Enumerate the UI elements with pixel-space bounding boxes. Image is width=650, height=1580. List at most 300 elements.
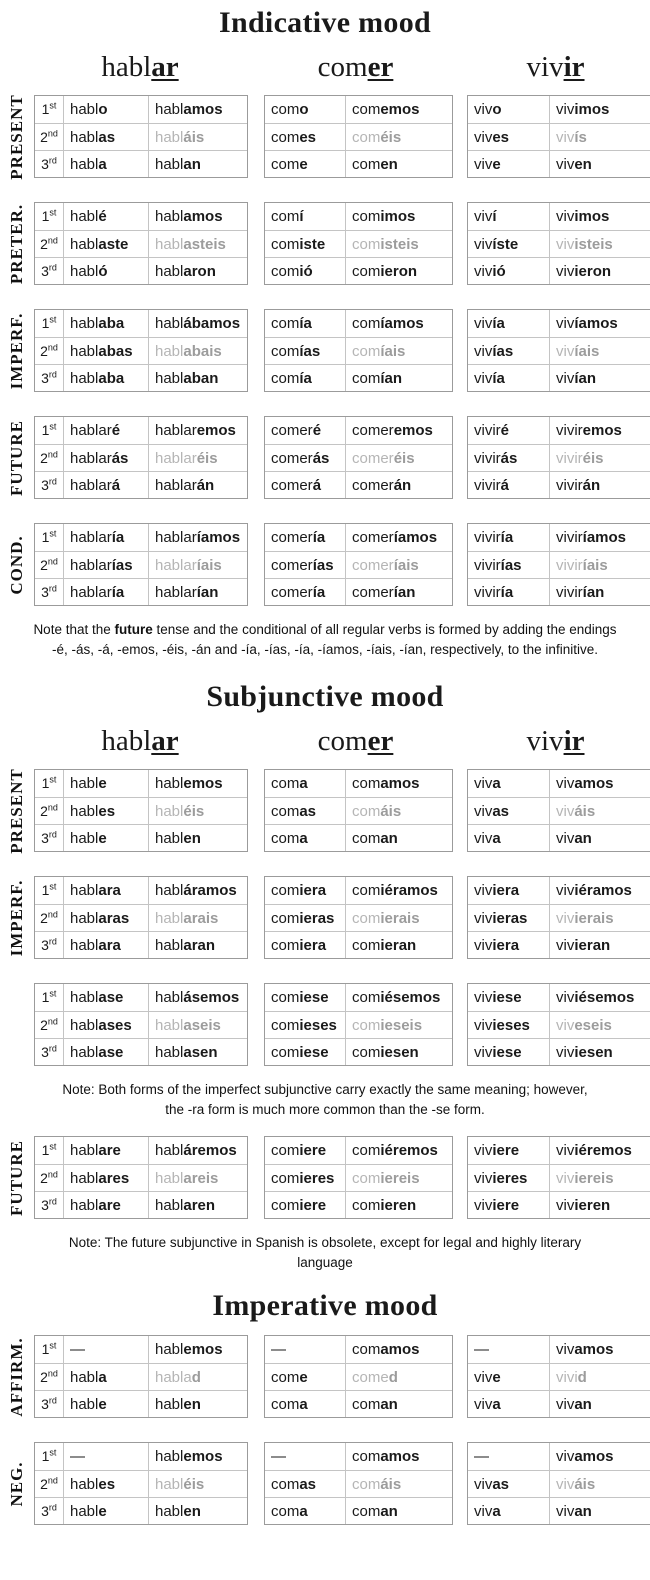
person-cell: 1st [41,1141,57,1158]
person-ordinal-suffix: nd [47,556,58,567]
conjugation-cell: hablare [63,1191,148,1218]
conjugation-cell: habláramos [148,877,247,904]
conjugation-table-vivir [467,1335,650,1418]
conjugation-cell: hablaron [148,257,247,284]
tense-label: FUTURE [7,419,26,496]
verb-header-vivir: vivir [526,51,585,83]
conjugation-cell: vivíamos [549,310,650,337]
conjugation-table-comer [264,1136,453,1219]
conjugation-cell: hablase [63,984,148,1011]
conjugation-cell: comáis [345,797,452,824]
conjugation-cell: coman [345,1390,452,1417]
conjugation-cell: viviréis [549,444,650,471]
conjugation-cell: hablan [148,150,247,177]
conjugation-cell: — [271,1448,286,1465]
conjugation-cell: viva [468,1497,549,1524]
tense-label-gutter [0,983,34,1066]
tense-label-gutter [0,523,34,606]
conjugation-table-vivir [467,202,650,285]
conjugation-cell: comiere [271,1142,327,1159]
conjugation-cell: hablaren [148,1191,247,1218]
conjugation-cell: vive [468,150,549,177]
mood-title: Indicative mood [218,6,431,39]
person-ordinal-suffix: st [49,528,57,539]
conjugation-cell: viva [468,1390,549,1417]
conjugation-cell: vivíais [549,337,650,364]
person-cell: 3rd [35,824,63,851]
tense-label: PRETER. [7,203,26,284]
conjugation-cell: hablara [63,877,148,904]
conjugation-cell: vivisteis [549,230,650,257]
conjugation-cell: comieran [345,931,452,958]
conjugation-cell: hable [63,1497,148,1524]
conjugation-cell: comería [271,529,326,546]
conjugation-table-hablar [34,95,248,178]
conjugation-cell: vivan [549,1497,650,1524]
conjugation-table-vivir [467,523,650,606]
conjugation-cell: hablabas [63,337,148,364]
conjugation-cell: viviere [468,1191,549,1218]
note-line: -é, -ás, -á, -emos, -éis, -án and -ía, -ías, -ía, -íamos, -íais, -ían, respectively, to the infinitive. [52,642,598,657]
person-ordinal-suffix: st [49,774,57,785]
tense-label-gutter [0,95,34,178]
verb-header-hablar: hablar [101,51,179,83]
conjugation-cell: hablaré [63,417,148,444]
conjugation-cell: vivía [474,315,505,332]
mood-title: Imperative mood [212,1289,438,1322]
conjugation-table-hablar [34,1136,248,1219]
conjugation-table-comer [264,769,453,852]
conjugation-cell: habláis [148,123,247,150]
conjugation-table-hablar [34,876,248,959]
person-cell: 1st [41,1340,57,1357]
conjugation-table-hablar [34,416,248,499]
tense-label-gutter [0,1442,34,1525]
conjugation-cell: viviese [474,989,522,1006]
mood-title: Subjunctive mood [206,680,444,713]
conjugation-cell: comáis [345,1470,452,1497]
conjugation-cell: vivo [474,101,502,118]
conjugation-cell: hablará [63,471,148,498]
conjugation-cell: hablemos [148,770,247,797]
conjugation-table-hablar [34,1442,248,1525]
conjugation-cell: viva [468,824,549,851]
conjugation-cell: hablasen [148,1038,247,1065]
conjugation-cell: hablaría [63,578,148,605]
person-ordinal-suffix: rd [48,369,57,380]
conjugation-cell: hablábamos [148,310,247,337]
conjugation-cell: hablaste [63,230,148,257]
person-cell: 1st [41,1447,57,1464]
conjugation-cell: comieren [345,1191,452,1218]
tables-row [34,95,650,178]
conjugation-cell: comiera [265,931,345,958]
conjugation-cell: comíais [345,337,452,364]
person-cell: 3rd [35,578,63,605]
person-ordinal-suffix: st [49,100,57,111]
tense-label: FUTURE [7,1139,26,1216]
conjugation-cell: vivierais [549,904,650,931]
note-line: Note that the future tense and the conditional of all regular verbs is formed by adding the endings [33,622,617,637]
conjugation-cell: viveseis [549,1011,650,1038]
conjugation-cell: hablaba [63,364,148,391]
conjugation-cell: comerían [345,578,452,605]
conjugation-cell: comeremos [345,417,452,444]
note-line: the -ra form is much more common than the -se form. [165,1102,485,1117]
verb-headers-row [0,48,650,86]
tense-section [0,1136,650,1219]
conjugation-cell: hablo [63,96,148,123]
conjugation-cell: hables [63,797,148,824]
conjugation-cell: comerán [345,471,452,498]
conjugation-cell: hable [63,1390,148,1417]
conjugation-cell: vivía [468,364,549,391]
tables-row [34,769,650,852]
conjugation-table-vivir [467,983,650,1066]
verb-header-comer: comer [317,51,394,83]
person-cell: 2nd [35,1470,63,1497]
person-cell: 2nd [35,444,63,471]
person-cell: 3rd [35,257,63,284]
conjugation-cell: comiesen [345,1038,452,1065]
tense-label: COND. [7,534,26,595]
conjugation-table-comer [264,876,453,959]
conjugation-cell: comeríais [345,551,452,578]
conjugation-cell: comemos [345,96,452,123]
conjugation-cell: viváis [549,1470,650,1497]
person-ordinal-suffix: rd [48,829,57,840]
person-cell: 1st [41,314,57,331]
person-ordinal-suffix: st [49,314,57,325]
tables-row [34,876,650,959]
conjugation-cell: vivíste [468,230,549,257]
conjugation-cell: vivas [468,1470,549,1497]
person-cell: 2nd [35,337,63,364]
conjugation-table-hablar [34,769,248,852]
conjugation-cell: habláremos [148,1137,247,1164]
tables-row [34,1442,650,1525]
tense-section [0,309,650,392]
tense-label: IMPERF. [7,879,26,956]
tense-label: AFFIRM. [7,1336,26,1417]
person-cell: 1st [41,774,57,791]
tables-row [34,1335,650,1418]
conjugation-cell: vivieres [468,1164,549,1191]
verb-header-hablar: hablar [101,725,179,757]
conjugation-cell: viva [474,775,501,792]
tense-section [0,983,650,1066]
person-ordinal-suffix: st [49,988,57,999]
person-cell: 3rd [35,1390,63,1417]
person-cell: 2nd [35,1363,63,1390]
note-text [0,1080,650,1120]
person-ordinal-suffix: st [49,421,57,432]
conjugation-cell: vivieses [468,1011,549,1038]
person-ordinal-suffix: st [49,1141,57,1152]
conjugation-cell: vivirá [468,471,549,498]
conjugation-cell: vivan [549,1390,650,1417]
conjugation-cell: vivís [549,123,650,150]
conjugation-cell: comería [265,578,345,605]
conjugation-cell: — [63,1443,148,1470]
person-ordinal-suffix: rd [48,1043,57,1054]
conjugation-cell: vivas [468,797,549,824]
conjugation-cell: hablare [63,1137,148,1164]
conjugation-cell: habla [63,150,148,177]
conjugation-cell: comierais [345,904,452,931]
person-ordinal-suffix: nd [47,1475,58,1486]
conjugation-cell: coma [265,1390,345,1417]
conjugation-cell: hablamos [148,96,247,123]
person-cell: 2nd [35,1011,63,1038]
person-ordinal-suffix: rd [48,1502,57,1513]
conjugation-cell: viviré [474,422,510,439]
person-ordinal-suffix: rd [48,936,57,947]
conjugation-cell: comieres [265,1164,345,1191]
conjugation-cell: viví [474,208,497,225]
conjugation-cell: viviéramos [549,877,650,904]
conjugation-cell: hablemos [148,1443,247,1470]
conjugation-cell: coman [345,1497,452,1524]
conjugation-cell: comamos [345,770,452,797]
person-cell: 1st [41,988,57,1005]
conjugation-cell: viviera [468,931,549,958]
conjugation-cell: comía [271,315,312,332]
conjugation-cell: comisteis [345,230,452,257]
conjugation-cell: vivirás [468,444,549,471]
conjugation-cell: habléis [148,797,247,824]
conjugation-table-vivir [467,1442,650,1525]
tense-label-gutter [0,769,34,852]
conjugation-cell: habla [63,1363,148,1390]
conjugation-cell: comamos [345,1443,452,1470]
conjugation-cell: vivamos [549,770,650,797]
conjugation-cell: hablarías [63,551,148,578]
tense-label-gutter [0,876,34,959]
conjugation-cell: hablemos [148,1336,247,1363]
conjugation-cell: hablaremos [148,417,247,444]
conjugation-table-vivir [467,876,650,959]
conjugation-cell: coma [265,824,345,851]
conjugation-table-comer [264,309,453,392]
conjugation-cell: hablásemos [148,984,247,1011]
conjugation-cell: hablen [148,1390,247,1417]
person-cell: 3rd [35,1191,63,1218]
conjugation-cell: viven [549,150,650,177]
tense-section [0,416,650,499]
conjugation-cell: vivimos [549,96,650,123]
conjugation-cell: hablaba [63,310,148,337]
person-ordinal-suffix: rd [48,583,57,594]
tables-row [34,309,650,392]
conjugation-cell: hablé [63,203,148,230]
conjugation-cell: hablaríais [148,551,247,578]
conjugation-cell: hablase [63,1038,148,1065]
note-line: Note: Both forms of the imperfect subjunctive carry exactly the same meaning; however, [62,1082,588,1097]
conjugation-cell: coma [271,775,308,792]
conjugation-cell: comiereis [345,1164,452,1191]
conjugation-cell: hablases [63,1011,148,1038]
person-cell: 3rd [35,150,63,177]
note-line: Note: The future subjunctive in Spanish is obsolete, except for legal and highly literary [68,1235,582,1250]
tense-label-gutter [0,202,34,285]
tense-section [0,1442,650,1525]
conjugation-table-vivir [467,769,650,852]
tense-section [0,95,650,178]
conjugation-cell: viviría [474,529,514,546]
conjugation-cell: comiéramos [345,877,452,904]
person-ordinal-suffix: nd [47,1368,58,1379]
conjugation-cell: vivían [549,364,650,391]
tables-row [34,523,650,606]
conjugation-cell: comí [271,208,304,225]
person-cell: 3rd [35,471,63,498]
person-cell: 1st [41,421,57,438]
conjugation-cell: come [265,1363,345,1390]
conjugation-cell: vivieron [549,257,650,284]
person-cell: 2nd [35,797,63,824]
conjugation-cell: comieras [265,904,345,931]
conjugation-cell: vivirán [549,471,650,498]
conjugation-cell: — [63,1336,148,1363]
person-ordinal-suffix: nd [47,802,58,813]
conjugation-cell: hablarían [148,578,247,605]
conjugation-cell: comimos [345,203,452,230]
conjugation-cell: hablara [63,931,148,958]
conjugation-cell: viviésemos [549,984,650,1011]
conjugation-table-hablar [34,1335,248,1418]
conjugation-cell: vivimos [549,203,650,230]
conjugation-table-hablar [34,202,248,285]
conjugation-table-comer [264,1335,453,1418]
conjugation-table-vivir [467,309,650,392]
conjugation-cell: vivieren [549,1191,650,1218]
conjugation-cell: comiéremos [345,1137,452,1164]
person-ordinal-suffix: nd [47,1016,58,1027]
person-cell: 3rd [35,1497,63,1524]
conjugation-cell: comieron [345,257,452,284]
conjugation-cell: coman [345,824,452,851]
person-ordinal-suffix: st [49,1340,57,1351]
conjugation-cell: vivamos [549,1336,650,1363]
conjugation-cell: comerá [265,471,345,498]
conjugation-cell: vivieran [549,931,650,958]
conjugation-cell: coméis [345,123,452,150]
conjugation-chart [0,6,650,1525]
conjugation-cell: hablaran [148,931,247,958]
conjugation-cell: hables [63,1470,148,1497]
person-cell: 2nd [35,551,63,578]
conjugation-cell: viviera [474,882,520,899]
conjugation-cell: — [271,1341,286,1358]
conjugation-cell: viviría [468,578,549,605]
person-cell: 3rd [35,1038,63,1065]
conjugation-cell: hablaréis [148,444,247,471]
conjugation-cell: hablaras [63,904,148,931]
conjugation-cell: comerás [265,444,345,471]
tense-label: PRESENT [7,93,26,180]
verb-header-vivir: vivir [526,725,585,757]
tense-label-gutter [0,309,34,392]
conjugation-cell: hablares [63,1164,148,1191]
tense-label-gutter [0,1136,34,1219]
conjugation-cell: comiera [271,882,327,899]
verb-headers-row [0,722,650,760]
conjugation-cell: hable [63,824,148,851]
conjugation-table-hablar [34,523,248,606]
conjugation-cell: comas [265,797,345,824]
conjugation-cell: viviríais [549,551,650,578]
person-ordinal-suffix: nd [47,909,58,920]
conjugation-cell: vivirían [549,578,650,605]
conjugation-cell: vivió [468,257,549,284]
conjugation-cell: comen [345,150,452,177]
tense-label-gutter [0,416,34,499]
conjugation-cell: como [271,101,309,118]
conjugation-cell: coma [265,1497,345,1524]
conjugation-cell: viviéremos [549,1137,650,1164]
conjugation-table-comer [264,1442,453,1525]
conjugation-cell: hablen [148,824,247,851]
conjugation-cell: viviesen [549,1038,650,1065]
person-cell: 3rd [35,364,63,391]
person-cell: 2nd [35,1164,63,1191]
conjugation-cell: vivías [468,337,549,364]
note-text [0,1233,650,1273]
tables-row [34,202,650,285]
conjugation-cell: viviereis [549,1164,650,1191]
conjugation-cell: vivid [549,1363,650,1390]
conjugation-cell: hablarais [148,904,247,931]
tables-row [34,983,650,1066]
tense-section [0,769,650,852]
person-ordinal-suffix: st [49,1447,57,1458]
tense-section [0,876,650,959]
conjugation-cell: comió [265,257,345,284]
conjugation-cell: come [265,150,345,177]
conjugation-cell: hablabais [148,337,247,364]
person-cell: 1st [41,881,57,898]
tense-label: IMPERF. [7,312,26,389]
conjugation-table-comer [264,523,453,606]
conjugation-cell: habléis [148,1470,247,1497]
conjugation-cell: comían [345,364,452,391]
conjugation-cell: comed [345,1363,452,1390]
person-ordinal-suffix: nd [47,449,58,460]
conjugation-table-vivir [467,95,650,178]
conjugation-table-comer [264,202,453,285]
person-cell: 3rd [35,931,63,958]
person-ordinal-suffix: rd [48,476,57,487]
conjugation-cell: comiese [271,989,329,1006]
conjugation-cell: vive [468,1363,549,1390]
conjugation-cell: comías [265,337,345,364]
person-ordinal-suffix: st [49,881,57,892]
conjugation-cell: hablamos [148,203,247,230]
conjugation-cell: comieses [265,1011,345,1038]
conjugation-cell: vivamos [549,1443,650,1470]
conjugation-cell: comes [265,123,345,150]
conjugation-cell: hablaseis [148,1011,247,1038]
conjugation-cell: viváis [549,797,650,824]
conjugation-cell: hablad [148,1363,247,1390]
conjugation-cell: hablasteis [148,230,247,257]
conjugation-cell: comiste [265,230,345,257]
person-ordinal-suffix: st [49,207,57,218]
person-cell: 2nd [35,904,63,931]
conjugation-table-vivir [467,1136,650,1219]
conjugation-cell: hablaría [63,524,148,551]
